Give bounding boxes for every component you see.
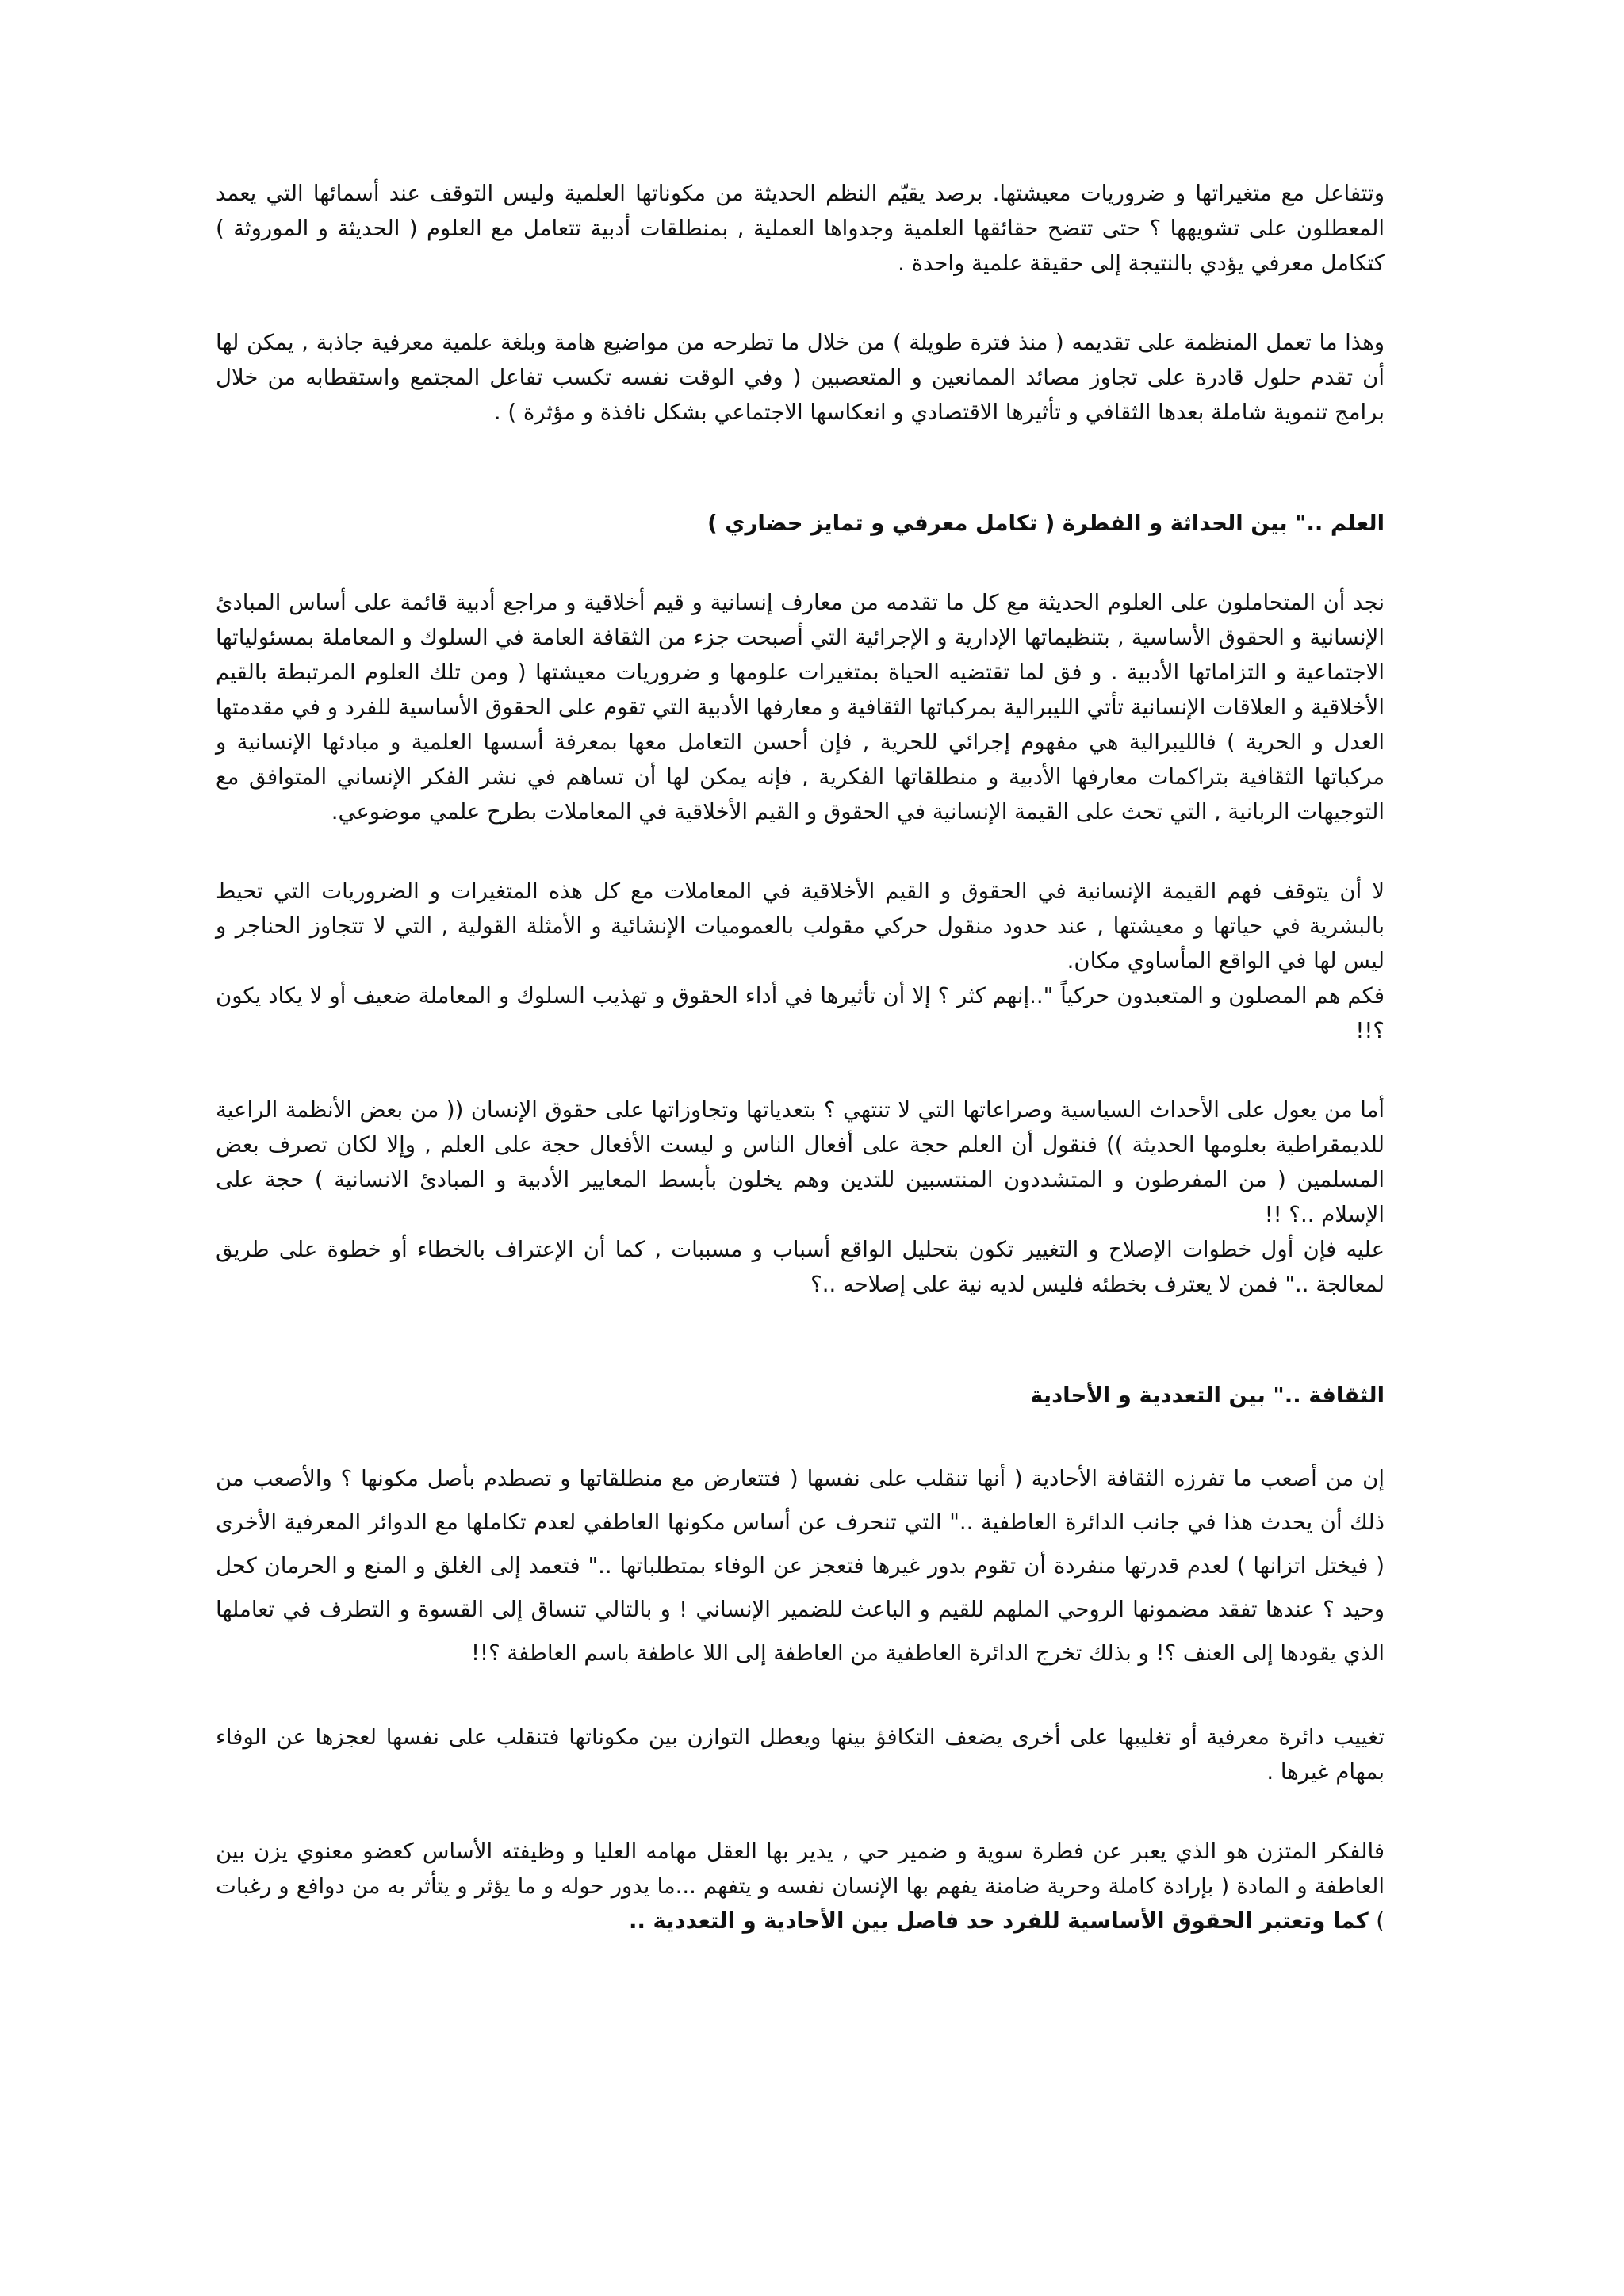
paragraph-10-bold-text: كما وتعتبر الحقوق الأساسية للفرد حد فاصل بين الأحادية و التعددية .. (629, 1908, 1377, 1934)
spacer (216, 541, 1385, 585)
paragraph-8: إن من أصعب ما تفرزه الثقافة الأحادية ( أنها تنقلب على نفسها ( فتتعارض مع منطلقاتها و تصطدم بأصل مكونها ؟ والأصعب من ذلك أن يحدث هذا في جانب الدائرة العاطفية .." التي تنحرف عن أساس مكونها العاطفي لعدم تكاملها مع الدوائر المعرفية الأخرى ( فيختل اتزانها ) لعدم قدرتها منفردة أن تقوم بدور غيرها فتعجز عن الوفاء بمتطلباتها .." فتعمد إلى الغلق و المنع و الحرمان كحل وحيد ؟ عندها تفقد مضمونها الروحي الملهم للقيم و الباعث للضمير الإنساني ! و بالتالي تنساق إلى القسوة و التطرف في تعاملها الذي يقودها إلى العنف ؟! و بذلك تخرج الدائرة العاطفية من العاطفة إلى اللا عاطفة باسم العاطفة ؟!! (216, 1466, 1385, 1666)
spacer (216, 430, 1385, 506)
paragraph-1: وتتفاعل مع متغيراتها و ضروريات معيشتها. برصد يقيّم النظم الحديثة من مكوناتها العلمية وليس التوقف عند أسمائها التي يعمد المعطلون على تشويهها ؟ حتى تتضح حقائقها العلمية وجدواها العملية , بمنطلقات أدبية تتعامل مع العلوم ( الحديثة و الموروثة ) كتكامل معرفي يؤدي بالنتيجة إلى حقيقة علمية واحدة . (216, 181, 1385, 276)
spacer (216, 1789, 1385, 1834)
paragraph-2: وهذا ما تعمل المنظمة على تقديمه ( منذ فترة طويلة ) من خلال ما تطرحه من مواضيع هامة وبلغة علمية معرفية جاذبة , يمكن لها أن تقدم حلول قادرة على تجاوز مصائد الممانعين و المتعصبين ( وفي الوقت نفسه تكسب تفاعل المجتمع واستقطابه من خلال برامج تنموية شاملة بعدها الثقافي و تأثيرها الاقتصادي و انعكاسها الاجتماعي بشكل نافذة و مؤثرة ) . (216, 330, 1385, 425)
paragraph-9: تغييب دائرة معرفية أو تغليبها على أخرى يضعف التكافؤ بينها ويعطل التوازن بين مكوناتها فتنقلب على نفسها لعجزها عن الوفاء بمهام غيرها . (216, 1724, 1385, 1785)
spacer (216, 1413, 1385, 1457)
spacer (216, 1048, 1385, 1093)
section-heading-culture: الثقافة .." بين التعددية و الأحادية (1030, 1383, 1385, 1408)
paragraph-5: فكم هم المصلون و المتعبدون حركياً "..إنهم كثر ؟ إلا أن تأثيرها في أداء الحقوق و تهذيب السلوك و المعاملة ضعيف أو لا يكاد يكون ؟!! (216, 983, 1385, 1043)
paragraph-6: أما من يعول على الأحداث السياسية وصراعاتها التي لا تنتهي ؟ بتعدياتها وتجاوزاتها على حقوق الإنسان (( من بعض الأنظمة الراعية للديمقراطية بعلومها الحديثة )) فنقول أن العلم حجة على أفعال الناس و ليست الأفعال حجة على العلم , وإلا لكان تصرف بعض المسلمين ( من المفرطون و المتشددون المنتسبين للتدين وهم يخلون بأبسط المعايير الأدبية و المبادئ الانسانية ) حجة على الإسلام ..؟ !! (216, 1097, 1385, 1227)
spacer (216, 1675, 1385, 1720)
section-heading-science: العلم .." بين الحداثة و الفطرة ( تكامل معرفي و تمايز حضاري ) (707, 511, 1385, 536)
paragraph-4: لا أن يتوقف فهم القيمة الإنسانية في الحقوق و القيم الأخلاقية في المعاملات مع كل هذه المتغيرات و الضروريات التي تحيط بالبشرية في حياتها و معيشتها , عند حدود منقول حركي مقولب بالعموميات الإنشائية و الأمثلة القولية , التي لا تتجاوز الحناجر و ليس لها في الواقع المأساوي مكان. (216, 878, 1385, 974)
paragraph-10-text: فالفكر المتزن هو الذي يعبر عن فطرة سوية و ضمير حي , يدير بها العقل مهامه العليا و وظيفته الأساس كعضو معنوي يزن بين العاطفة و المادة ( بإرادة كاملة وحرية ضامنة يفهم بها الإنسان نفسه و يتفهم ...ما يدور حوله و ما يؤثر و يتأثر به من دوافع و رغبات ) (216, 1839, 1385, 1934)
spacer (216, 281, 1385, 325)
paragraph-7: عليه فإن أول خطوات الإصلاح و التغيير تكون بتحليل الواقع أسباب و مسببات , كما أن الإعتراف بالخطاء أو خطوة على طريق لمعالجة .." فمن لا يعترف بخطئه فليس لديه نية على إصلاحه ..؟ (216, 1237, 1385, 1297)
paragraph-10 (216, 1834, 1385, 1938)
paragraph-3: نجد أن المتحاملون على العلوم الحديثة مع كل ما تقدمه من معارف إنسانية و قيم أخلاقية و مراجع أدبية قائمة على أساس المبادئ الإنسانية و الحقوق الأساسية , بتنظيماتها الإدارية و الإجرائية التي أصبحت جزء من الثقافة العامة في السلوك و المعاملة بمسئولياتها الاجتماعية و التزاماتها الأدبية . و فق لما تقتضيه الحياة بمتغيرات علومها و ضروريات معيشتها ( ومن تلك العلوم المرتبطة بالقيم الأخلاقية و العلاقات الإنسانية تأتي الليبرالية بمركباتها الثقافية و معارفها الأدبية التي تقوم على الحقوق الأساسية للفرد و في مقدمتها العدل و الحرية ) فالليبرالية هي مفهوم إجرائي للحرية , فإن أحسن التعامل معها بمعرفة أسسها العلمية و مبادئها الإنسانية و مركباتها الثقافية بتراكمات معارفها الأدبية و منطلقاتها الفكرية , فإنه يمكن لها أن تساهم في نشر الفكر الإنساني المتوافق مع التوجيهات الربانية , التي تحث على القيمة الإنسانية في الحقوق و القيم الأخلاقية في المعاملات بطرح علمي موضوعي. (216, 590, 1385, 825)
document-body (216, 176, 1385, 1938)
spacer (216, 1302, 1385, 1378)
spacer (216, 829, 1385, 874)
